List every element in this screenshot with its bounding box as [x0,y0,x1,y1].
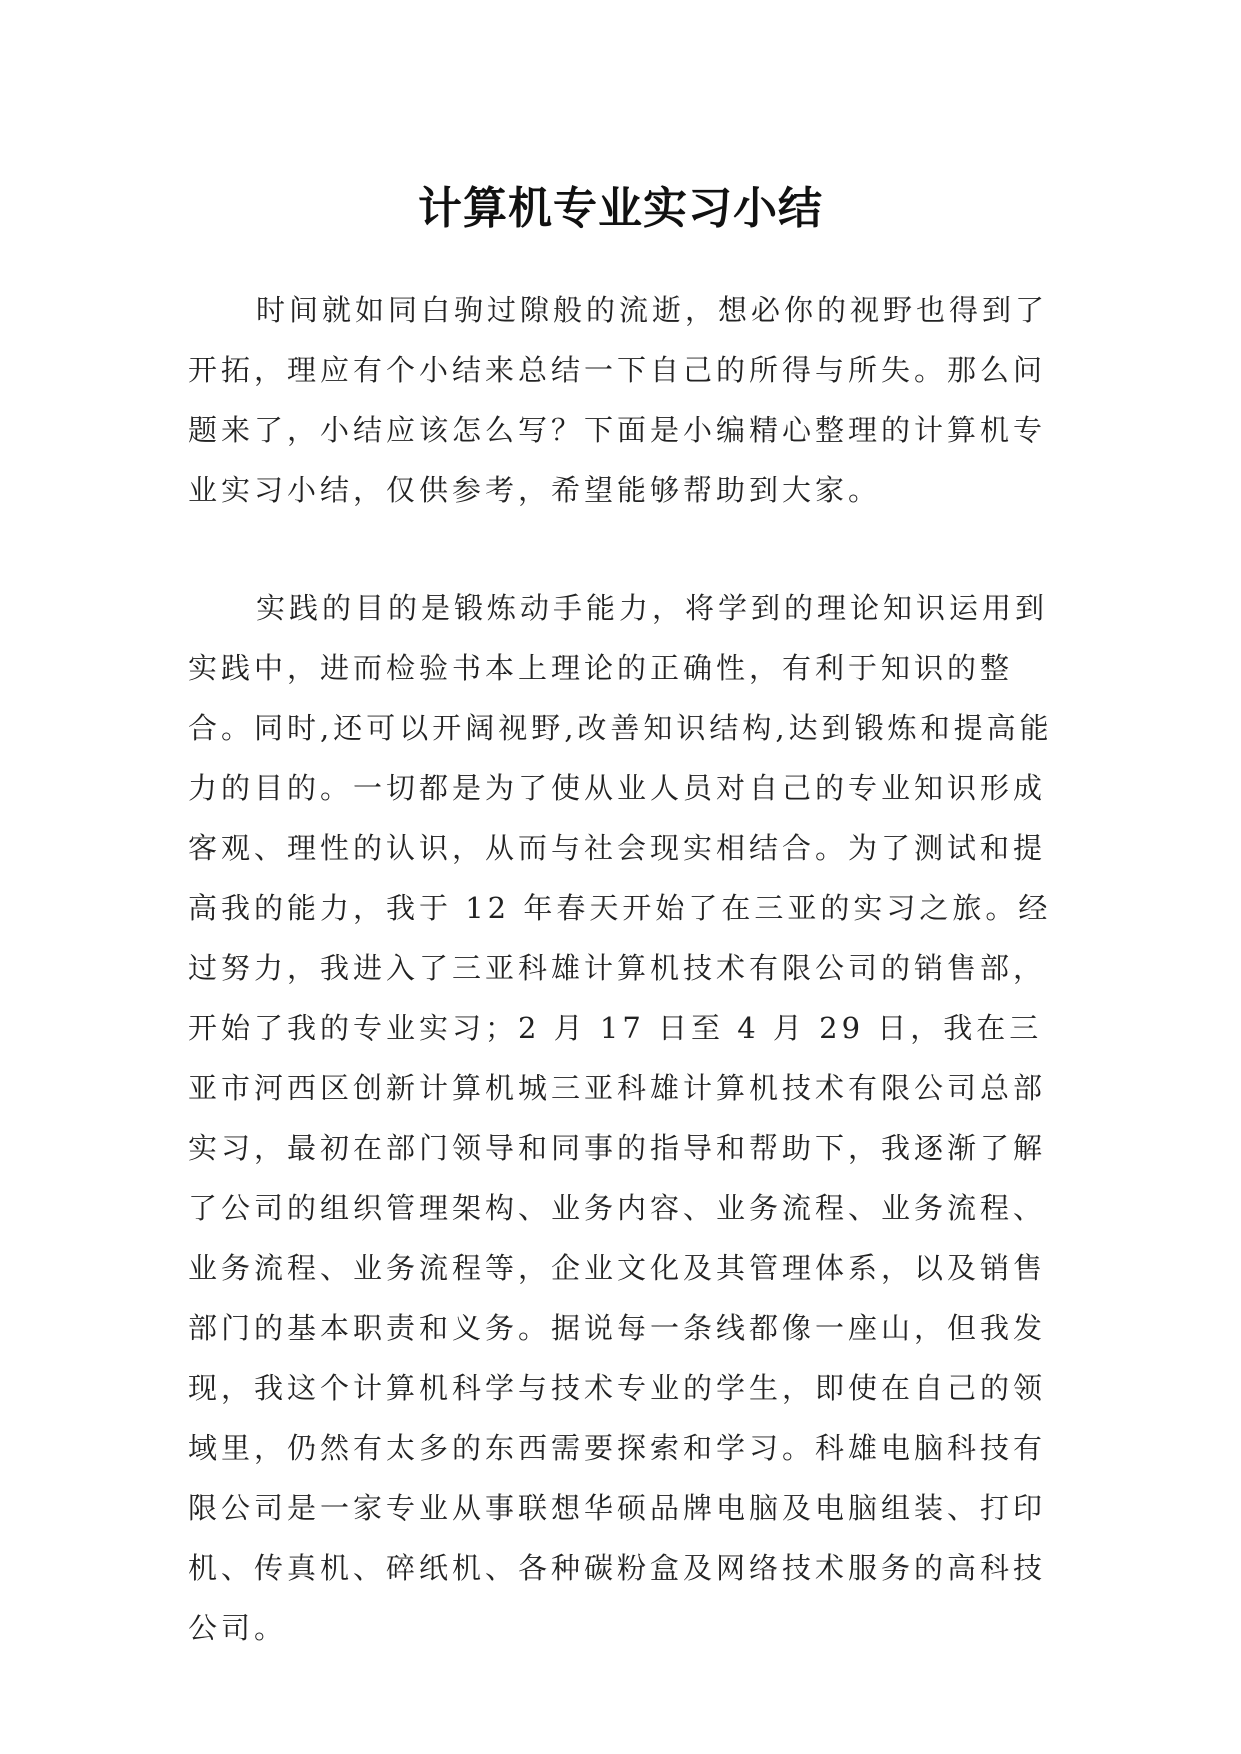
intro-paragraph: 时间就如同白驹过隙般的流逝，想必你的视野也得到了开拓，理应有个小结来总结一下自己的所得与所失。那么问题来了，小结应该怎么写？下面是小编精心整理的计算机专业实习小结，仅供参考，希望能够帮助到大家。 [188,293,1049,507]
body-paragraph: 实践的目的是锻炼动手能力，将学到的理论知识运用到实践中，进而检验书本上理论的正确性，有利于知识的整合。同时,还可以开阔视野,改善知识结构,达到锻炼和提高能力的目的。一切都是为了使从业人员对自己的专业知识形成客观、理性的认识，从而与社会现实相结合。为了测试和提高我的能力，我于 12 年春天开始了在三亚的实习之旅。经过努力，我进入了三亚科雄计算机技术有限公司的销售部，开始了我的专业实习；2 月 17 日至 4 月 29 日，我在三亚市河西区创新计算机城三亚科雄计算机技术有限公司总部实习，最初在部门领导和同事的指导和帮助下，我逐渐了解了公司的组织管理架构、业务内容、业务流程、业务流程、业务流程、业务流程等，企业文化及其管理体系，以及销售部门的基本职责和义务。据说每一条线都像一座山，但我发现，我这个计算机科学与技术专业的学生，即使在自己的领域里，仍然有太多的东西需要探索和学习。科雄电脑科技有限公司是一家专业从事联想华硕品牌电脑及电脑组装、打印机、传真机、碎纸机、各种碳粉盒及网络技术服务的高科技公司。 [188,591,1053,1645]
document-title: 计算机专业实习小结 [418,183,823,235]
